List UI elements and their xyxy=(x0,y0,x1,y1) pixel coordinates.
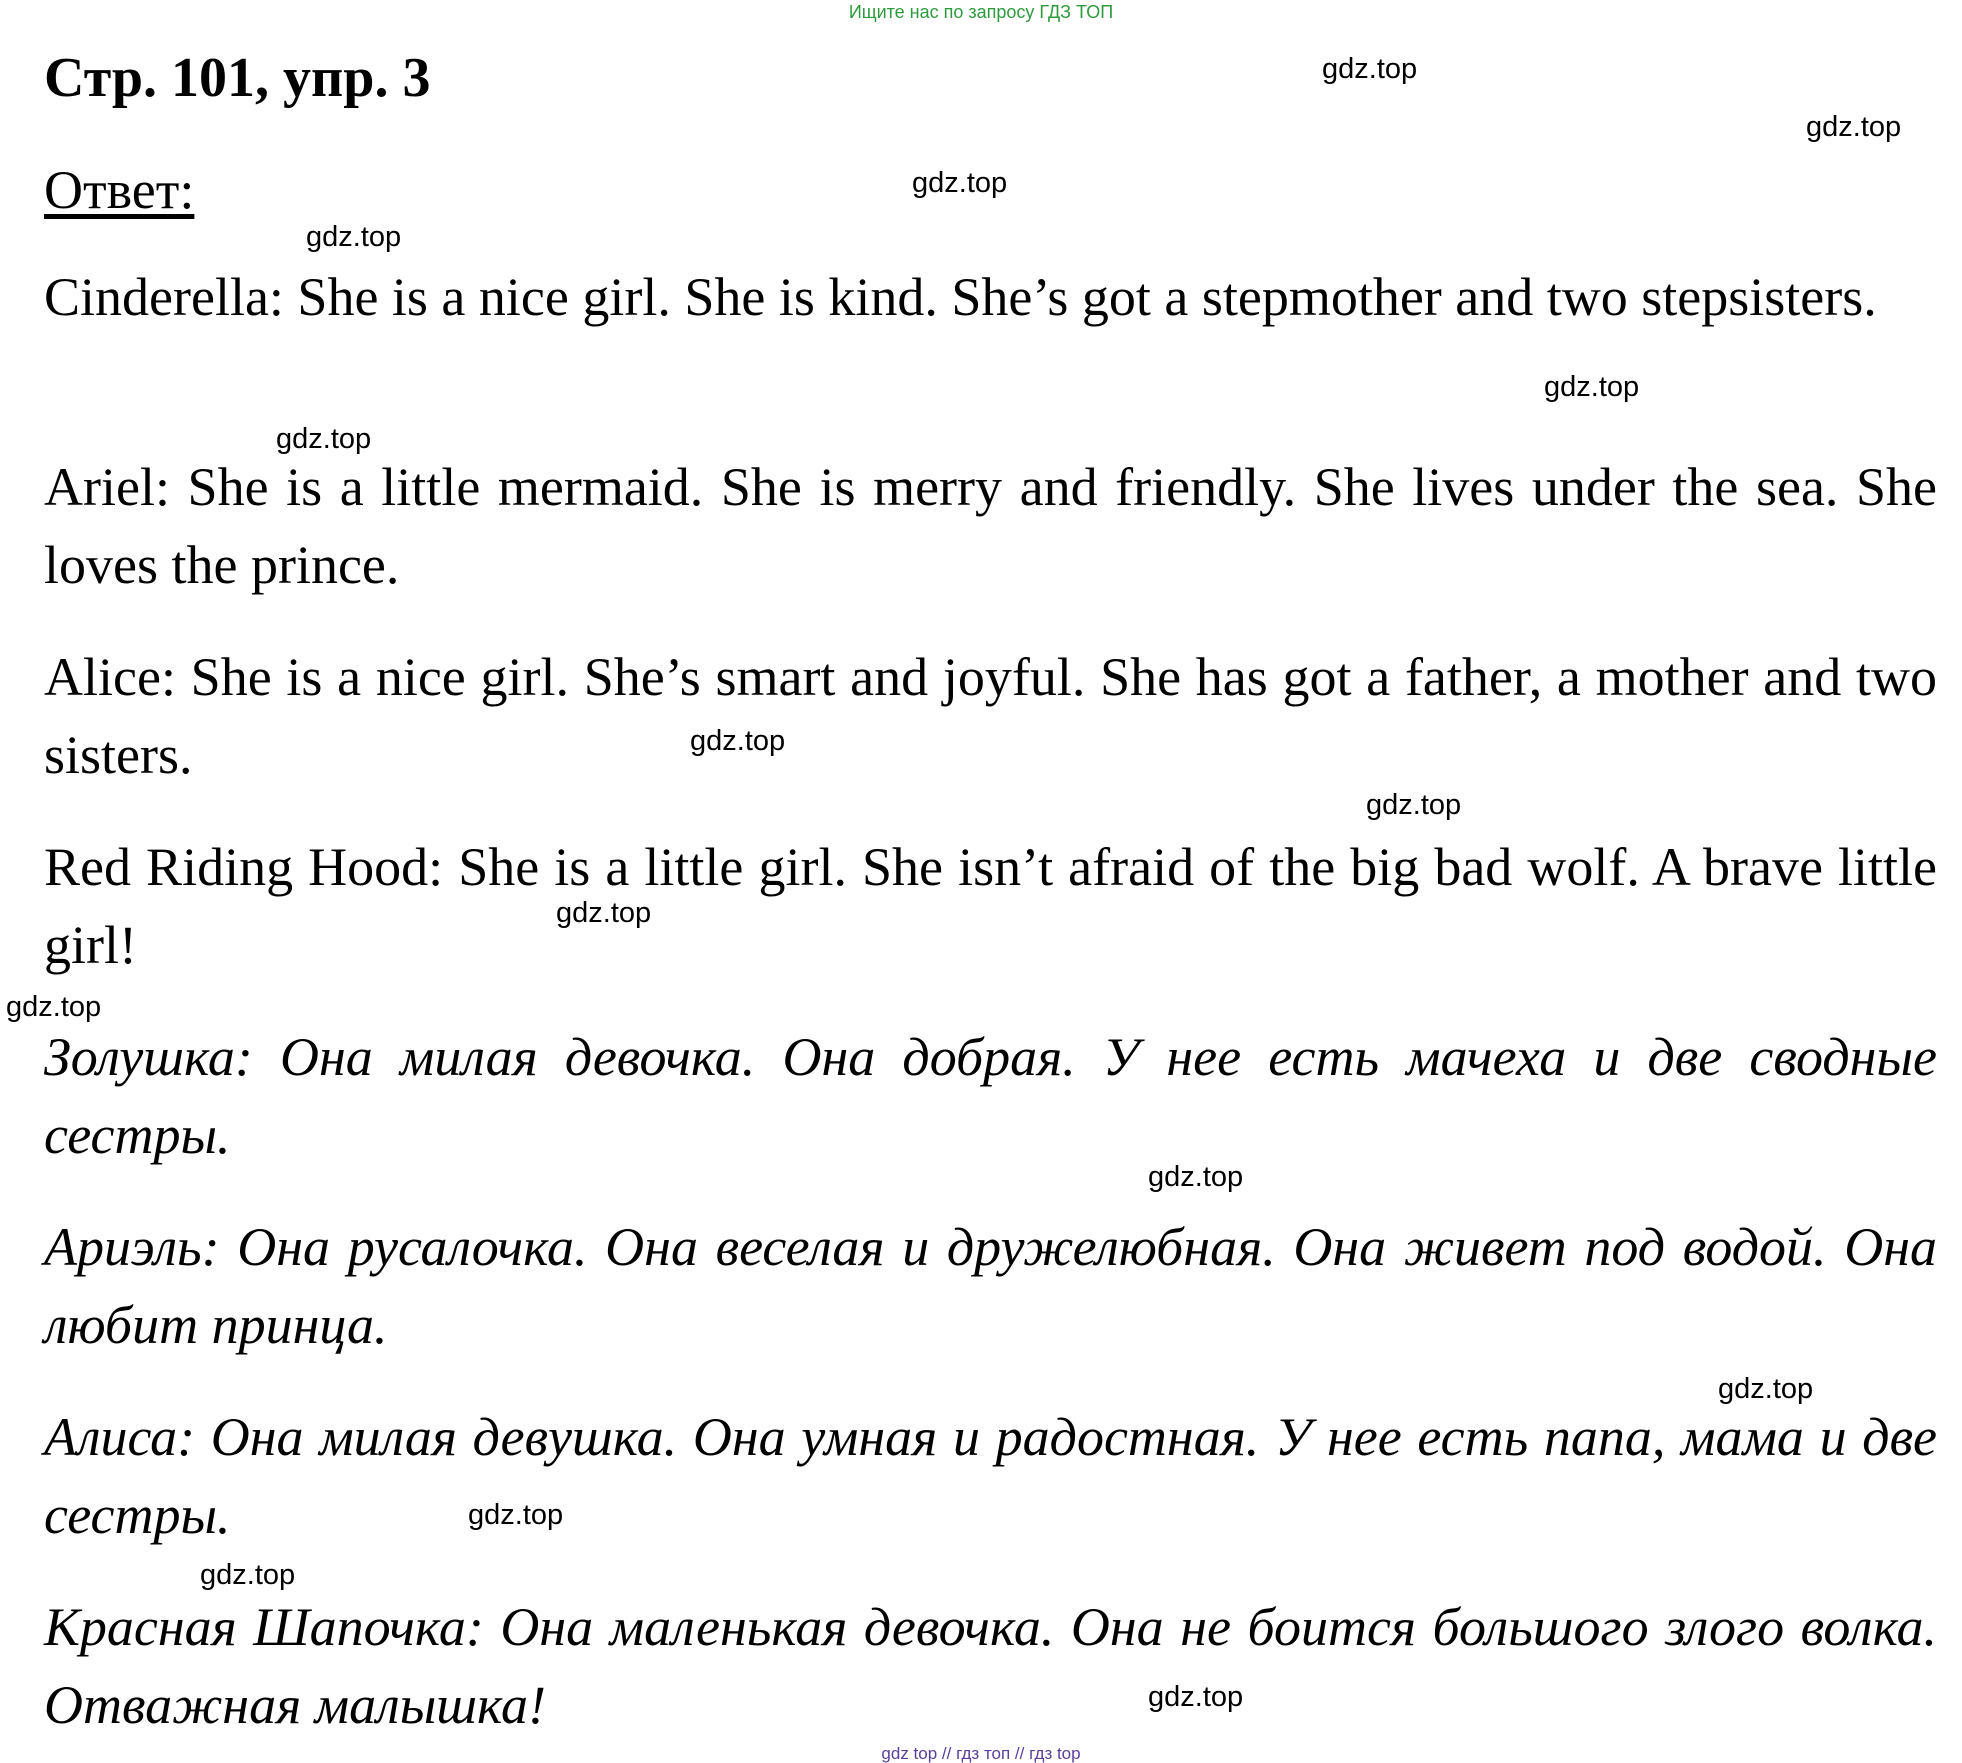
watermark: gdz.top xyxy=(1366,789,1462,821)
paragraph-ariel-ru: Ариэль: Она русалочка. Она веселая и дружелюбная. Она живет под водой. Она любит принца. xyxy=(44,1217,1937,1355)
paragraph-red-riding-hood-en: Red Riding Hood: She is a little girl. She isn’t afraid of the big bad wolf. A brave little girl! xyxy=(44,837,1937,975)
watermark: gdz.top xyxy=(1148,1161,1244,1193)
watermark: gdz.top xyxy=(1806,111,1902,143)
paragraph-red-riding-hood-ru: Красная Шапочка: Она маленькая девочка. Она не боится большого злого волка. Отважная малышка! xyxy=(44,1597,1937,1735)
watermark: gdz.top xyxy=(306,221,402,253)
watermark: gdz.top xyxy=(6,991,102,1023)
watermark: gdz.top xyxy=(556,897,652,929)
watermark: gdz.top xyxy=(200,1559,296,1591)
page-title: Стр. 101, упр. 3 xyxy=(44,47,431,109)
watermark: gdz.top xyxy=(690,725,786,757)
watermark: gdz.top xyxy=(1718,1373,1814,1405)
paragraph-cinderella-en: Cinderella: She is a nice girl. She is kind. She’s got a stepmother and two stepsisters. xyxy=(44,267,1877,327)
footer-links: gdz top // гдз топ // гдз top xyxy=(881,1744,1081,1763)
paragraph-cinderella-ru: Золушка: Она милая девочка. Она добрая. У нее есть мачеха и две сводные сестры. xyxy=(44,1027,1937,1165)
watermark: gdz.top xyxy=(1544,371,1640,403)
answer-label: Ответ: xyxy=(44,160,195,220)
paragraph-ariel-en: Ariel: She is a little mermaid. She is merry and friendly. She lives under the sea. She loves the prince. xyxy=(44,457,1937,595)
watermark: gdz.top xyxy=(468,1499,564,1531)
paragraph-alice-ru: Алиса: Она милая девушка. Она умная и радостная. У нее есть папа, мама и две сестры. xyxy=(44,1407,1937,1545)
watermark: gdz.top xyxy=(276,423,372,455)
site-banner: Ищите нас по запросу ГДЗ ТОП xyxy=(848,2,1114,22)
watermark: gdz.top xyxy=(912,167,1008,199)
watermark: gdz.top xyxy=(1322,53,1418,85)
paragraph-alice-en: Alice: She is a nice girl. She’s smart and joyful. She has got a father, a mother and two sisters. xyxy=(44,647,1937,785)
watermark: gdz.top xyxy=(1148,1681,1244,1713)
